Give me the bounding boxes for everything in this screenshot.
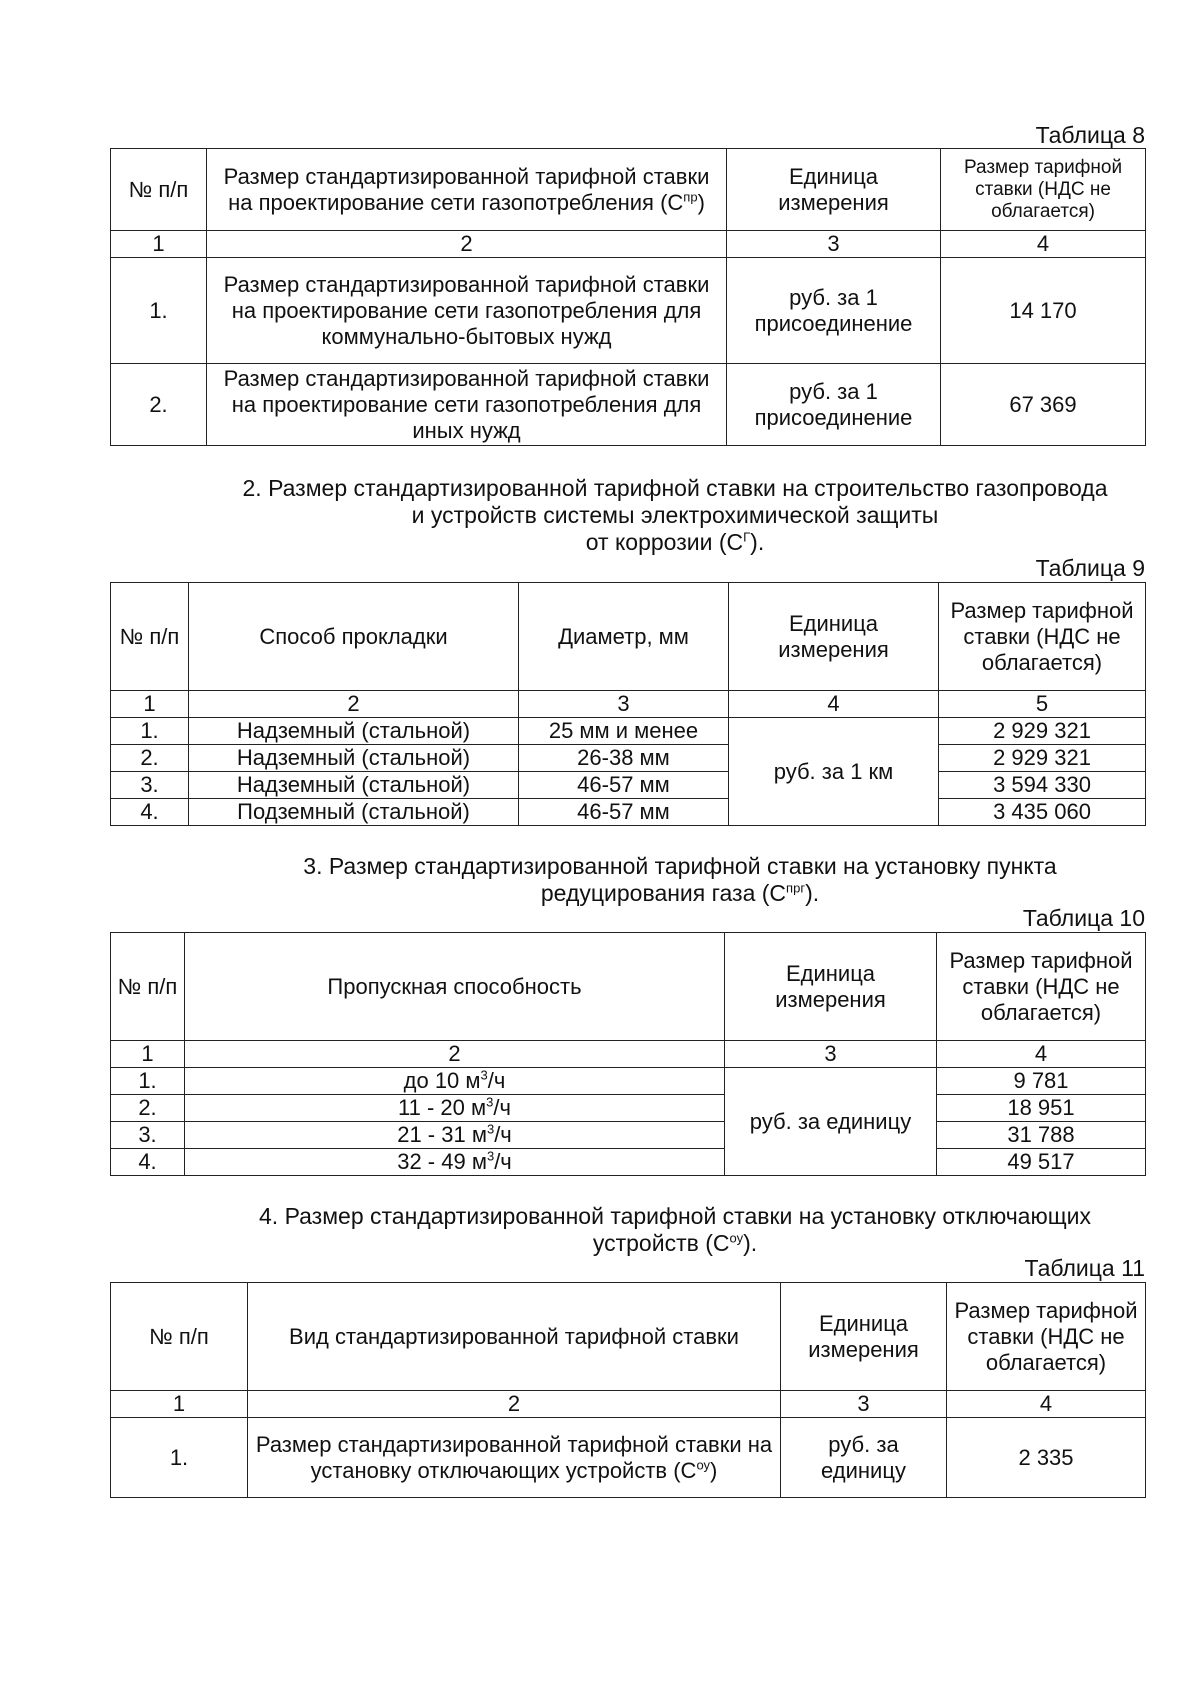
t9-row-rate: 3 435 060 (939, 799, 1146, 826)
table-row (111, 799, 1146, 826)
t11-header-num: № п/п (111, 1283, 248, 1391)
table-row (111, 1122, 1146, 1149)
t10-unit: руб. за единицу (725, 1068, 937, 1176)
t9-header-diameter: Диаметр, мм (519, 583, 729, 691)
t9-header-method: Способ прокладки (189, 583, 519, 691)
t9-header-num: № п/п (111, 583, 189, 691)
t9-row-num: 4. (111, 799, 189, 826)
t9-row-num: 1. (111, 718, 189, 745)
t10-colnum: 2 (185, 1041, 725, 1068)
table-row (111, 1149, 1146, 1176)
t8-row-name: Размер стандартизированной тарифной ставки на проектирование сети газопотребления для иных нужд (207, 364, 727, 446)
t9-colnum: 4 (729, 691, 939, 718)
table10 (110, 932, 1145, 1176)
table-row (111, 258, 1146, 364)
t9-row-rate: 2 929 321 (939, 718, 1146, 745)
section2-line2: и устройств системы электрохимической защиты (411, 502, 939, 528)
table-row (111, 1095, 1146, 1122)
t10-row-num: 1. (111, 1068, 185, 1095)
table8 (110, 148, 1145, 446)
table-row (111, 364, 1146, 446)
t10-row-capacity: 11 - 20 $м^3/ч$ (185, 1095, 725, 1122)
t10-header-capacity: Пропускная способность (185, 933, 725, 1041)
t9-row-diameter: 46-57 мм (519, 772, 729, 799)
table9 (110, 582, 1145, 826)
t8-row-num: 1. (111, 258, 207, 364)
t10-row-capacity: до 10 $м^3/ч$ (185, 1068, 725, 1095)
t11-header-kind: Вид стандартизированной тарифной ставки (248, 1283, 781, 1391)
t11-colnum: 1 (111, 1391, 248, 1418)
t8-header-rate: Размер тарифной ставки (НДС не облагается) (941, 149, 1146, 231)
t10-colnum: 3 (725, 1041, 937, 1068)
section2-line3: от коррозии $(С^Г)$. (585, 529, 765, 555)
t9-row-rate: 3 594 330 (939, 772, 1146, 799)
t9-row-diameter: 26-38 мм (519, 745, 729, 772)
t8-colnum: 3 (727, 231, 941, 258)
t10-row-rate: 31 788 (937, 1122, 1146, 1149)
t8-row-rate: 67 369 (941, 364, 1146, 446)
t8-row-num: 2. (111, 364, 207, 446)
t9-row-num: 3. (111, 772, 189, 799)
t9-row-method: Надземный (стальной) (189, 772, 519, 799)
section4-line2: устройств $(С^{оу})$. (592, 1230, 758, 1256)
t10-header-rate: Размер тарифной ставки (НДС не облагается) (937, 933, 1146, 1041)
t8-header-name: Размер стандартизированной тарифной ставки на проектирование сети газопотребления $(С^{пр})$ (207, 149, 727, 231)
t11-header-rate: Размер тарифной ставки (НДС не облагается) (947, 1283, 1146, 1391)
t9-colnum: 2 (189, 691, 519, 718)
t11-colnum: 3 (781, 1391, 947, 1418)
t10-colnum: 4 (937, 1041, 1146, 1068)
t9-header-unit: Единица измерения (729, 583, 939, 691)
t9-row-method: Подземный (стальной) (189, 799, 519, 826)
table11-caption: Таблица 11 (1024, 1255, 1145, 1281)
t10-row-rate: 18 951 (937, 1095, 1146, 1122)
t9-row-diameter: 25 мм и менее (519, 718, 729, 745)
t10-row-rate: 49 517 (937, 1149, 1146, 1176)
t11-row-unit: руб. за единицу (781, 1418, 947, 1498)
t10-row-num: 4. (111, 1149, 185, 1176)
t11-row-name: Размер стандартизированной тарифной ставки на установку отключающих устройств $(С^{оу})$ (248, 1418, 781, 1498)
t10-row-capacity: 21 - 31 $м^3/ч$ (185, 1122, 725, 1149)
section2-heading (200, 475, 1150, 556)
t10-header-unit: Единица измерения (725, 933, 937, 1041)
section3-heading (270, 853, 1090, 907)
section2-line1: 2. Размер стандартизированной тарифной ставки на строительство газопровода (242, 475, 1108, 501)
t9-unit: руб. за 1 км (729, 718, 939, 826)
t11-row-num: 1. (111, 1418, 248, 1498)
t8-header-num: № п/п (111, 149, 207, 231)
t9-row-method: Надземный (стальной) (189, 718, 519, 745)
t10-row-rate: 9 781 (937, 1068, 1146, 1095)
t8-colnum: 4 (941, 231, 1146, 258)
t8-colnum: 2 (207, 231, 727, 258)
section4-heading (215, 1203, 1135, 1257)
t11-colnum: 2 (248, 1391, 781, 1418)
table-row (111, 745, 1146, 772)
t11-colnum: 4 (947, 1391, 1146, 1418)
t10-row-num: 2. (111, 1095, 185, 1122)
table10-caption: Таблица 10 (1022, 905, 1145, 931)
t8-row-rate: 14 170 (941, 258, 1146, 364)
table-row (111, 1068, 1146, 1095)
table-row (111, 772, 1146, 799)
section3-line2: редуцирования газа $(С^{прг})$. (540, 880, 820, 906)
section3-line1: 3. Размер стандартизированной тарифной ставки на установку пункта (303, 853, 1057, 879)
t10-row-capacity: 32 - 49 $м^3/ч$ (185, 1149, 725, 1176)
t10-row-num: 3. (111, 1122, 185, 1149)
t9-row-diameter: 46-57 мм (519, 799, 729, 826)
t8-row-unit: руб. за 1 присоединение (727, 364, 941, 446)
table-row (111, 718, 1146, 745)
t11-row-rate: 2 335 (947, 1418, 1146, 1498)
t9-row-rate: 2 929 321 (939, 745, 1146, 772)
table9-caption: Таблица 9 (1035, 555, 1145, 581)
t9-header-rate: Размер тарифной ставки (НДС не облагается) (939, 583, 1146, 691)
table-row (111, 1418, 1146, 1498)
table11 (110, 1282, 1145, 1498)
t9-colnum: 5 (939, 691, 1146, 718)
t8-row-name: Размер стандартизированной тарифной ставки на проектирование сети газопотребления для коммунально-бытовых нужд (207, 258, 727, 364)
t9-row-method: Надземный (стальной) (189, 745, 519, 772)
t8-colnum: 1 (111, 231, 207, 258)
t9-colnum: 1 (111, 691, 189, 718)
t8-header-unit: Единица измерения (727, 149, 941, 231)
t11-header-unit: Единица измерения (781, 1283, 947, 1391)
t9-row-num: 2. (111, 745, 189, 772)
table8-caption: Таблица 8 (1035, 122, 1145, 148)
t9-colnum: 3 (519, 691, 729, 718)
t10-header-num: № п/п (111, 933, 185, 1041)
t8-row-unit: руб. за 1 присоединение (727, 258, 941, 364)
t10-colnum: 1 (111, 1041, 185, 1068)
section4-line1: 4. Размер стандартизированной тарифной ставки на установку отключающих (259, 1203, 1091, 1229)
